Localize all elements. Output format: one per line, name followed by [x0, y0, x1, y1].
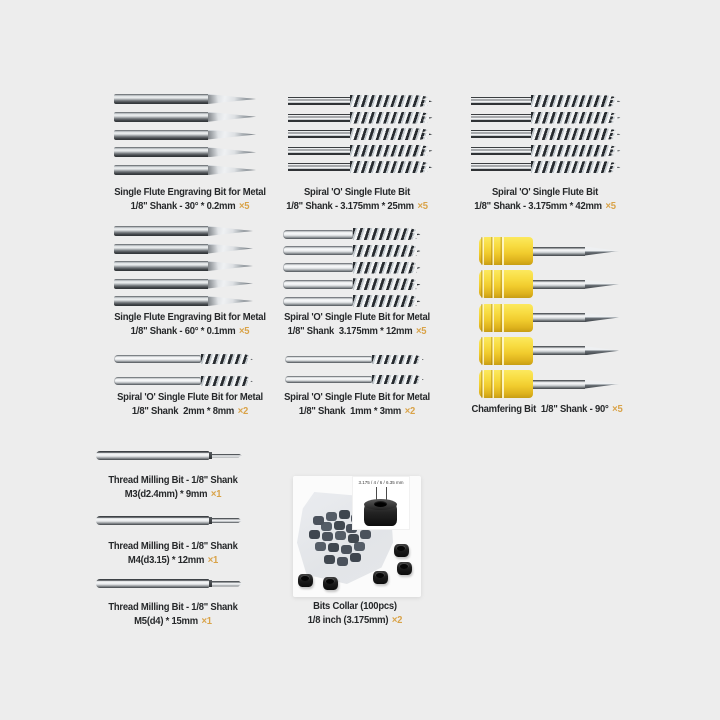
product-spec-text: M5(d4) * 15mm [134, 614, 198, 627]
bit-photo [96, 579, 242, 588]
collar-dimension-label: 3.175 / 4 / 6 / 6.35 mm [358, 480, 404, 485]
bit-photo [288, 128, 433, 140]
bit-photo [96, 451, 242, 460]
product-spec-text: 1/8" Shank 1mm * 3mm [298, 404, 402, 417]
bit-photo [114, 165, 256, 175]
engraving-60-bits-photo [114, 226, 253, 306]
bit-photo [479, 270, 619, 298]
bit-photo [114, 130, 256, 140]
quantity-label: ×5 [239, 199, 250, 212]
product-spec-text: 1/8" Shank - 3.175mm * 42mm [474, 199, 602, 212]
thread-m3-bit-photo [96, 451, 242, 461]
product-spec-text: M3(d2.4mm) * 9mm [124, 487, 208, 500]
bit-photo [283, 228, 421, 240]
collar-piece [298, 574, 313, 587]
bit-photo [283, 295, 421, 307]
bit-photo [114, 354, 253, 364]
product-label [237, 391, 474, 418]
bit-photo [479, 337, 619, 365]
bit-photo [288, 145, 433, 157]
quantity-label: ×5 [415, 324, 427, 337]
bit-photo [114, 261, 253, 271]
product-name-text: Spiral 'O' Single Flute Bit for Metal [117, 391, 263, 403]
product-label [56, 474, 290, 501]
product-name-text: Thread Milling Bit - 1/8" Shank [108, 601, 238, 613]
product-spec [56, 488, 290, 502]
product-name-text: Thread Milling Bit - 1/8" Shank [108, 474, 238, 486]
quantity-label: ×5 [605, 199, 616, 212]
quantity-label: ×1 [210, 487, 222, 500]
thread-m4-bit-photo [96, 516, 242, 526]
bit-photo [114, 296, 253, 306]
product-spec-text: 1/8" Shank 2mm * 8mm [131, 404, 235, 417]
product-spec [237, 404, 474, 419]
product-label [428, 186, 662, 213]
product-label [56, 540, 290, 567]
collar-dimension-inset [352, 476, 410, 530]
product-label [240, 311, 474, 338]
product-spec-text: 1/8" Shank - 60° * 0.1mm [130, 324, 236, 337]
quantity-label: ×1 [207, 553, 219, 566]
spiral-2x8-bits-photo [114, 354, 253, 386]
collar-piece [397, 562, 412, 575]
bit-photo [479, 370, 619, 398]
product-name [240, 391, 474, 405]
quantity-label: ×5 [417, 199, 428, 212]
product-name [56, 474, 290, 488]
thread-m5-bit-photo [96, 579, 242, 589]
spiral-25-bits-photo [288, 95, 433, 173]
product-name [428, 186, 662, 200]
product-label [238, 600, 472, 627]
product-spec-text: 1/8 inch (3.175mm) [307, 613, 389, 626]
collar-piece [373, 571, 388, 584]
bit-photo [114, 279, 253, 289]
spiral-1x3-bits-photo [285, 355, 424, 384]
spiral-42-bits-photo [471, 95, 621, 173]
product-spec-text: 1/8" Shank 3.175mm * 12mm [287, 324, 413, 337]
bit-photo [471, 112, 621, 124]
collar-piece [394, 544, 409, 557]
product-spec [238, 614, 472, 628]
bit-photo [285, 355, 424, 364]
product-name [240, 311, 474, 325]
product-spec [56, 554, 290, 568]
bit-photo [285, 375, 424, 384]
bit-photo [479, 304, 619, 332]
product-name-text: Thread Milling Bit - 1/8" Shank [108, 540, 238, 552]
quantity-label: ×2 [391, 613, 403, 626]
bits-collar-photo [293, 476, 421, 597]
collar-closeup [364, 503, 397, 526]
bit-photo [114, 94, 256, 104]
product-name-text: Spiral 'O' Single Flute Bit [491, 186, 599, 198]
product-name-text: Chamfering Bit 1/8" Shank - 90° [471, 403, 609, 415]
product-name-text: Spiral 'O' Single Flute Bit for Metal [284, 311, 430, 323]
quantity-label: ×5 [239, 324, 250, 337]
chamfering-bits-photo [479, 237, 619, 398]
bit-photo [471, 95, 621, 107]
quantity-label: ×2 [404, 404, 416, 417]
product-spec [428, 200, 662, 214]
bit-photo [471, 128, 621, 140]
bit-photo [114, 112, 256, 122]
spiral-12-bits-photo [283, 228, 421, 307]
bit-photo [283, 262, 421, 274]
bit-photo [288, 161, 433, 173]
quantity-label: ×2 [237, 404, 249, 417]
product-spec [240, 325, 474, 339]
collar-piece [323, 577, 338, 590]
product-spec-text: 1/8" Shank - 30° * 0.2mm [130, 199, 236, 212]
product-name [238, 600, 472, 614]
bit-photo [288, 112, 433, 124]
engraving-30-bits-photo [114, 94, 256, 175]
bit-photo [288, 95, 433, 107]
quantity-label: ×1 [201, 614, 212, 627]
bit-photo [114, 376, 253, 386]
bit-photo [479, 237, 619, 265]
product-spec-text: M4(d3.15) * 12mm [127, 553, 205, 566]
bit-photo [471, 145, 621, 157]
product-name-text: Spiral 'O' Single Flute Bit for Metal [284, 391, 430, 403]
collar-pieces-in-bag [313, 516, 324, 525]
bit-photo [283, 278, 421, 290]
product-name-text: Single Flute Engraving Bit for Metal [114, 186, 266, 198]
bit-photo [471, 161, 621, 173]
bit-photo [114, 244, 253, 254]
product-name-text: Spiral 'O' Single Flute Bit [303, 186, 411, 198]
bit-photo [114, 147, 256, 157]
bit-photo [96, 516, 242, 525]
bit-photo [283, 245, 421, 257]
product-name [56, 540, 290, 554]
product-spec-text: 1/8" Shank - 3.175mm * 25mm [286, 199, 414, 212]
product-name-text: Bits Collar (100pcs) [313, 600, 397, 612]
bit-photo [114, 226, 253, 236]
quantity-label: ×5 [612, 403, 623, 415]
product-name-text: Single Flute Engraving Bit for Metal [114, 311, 266, 323]
